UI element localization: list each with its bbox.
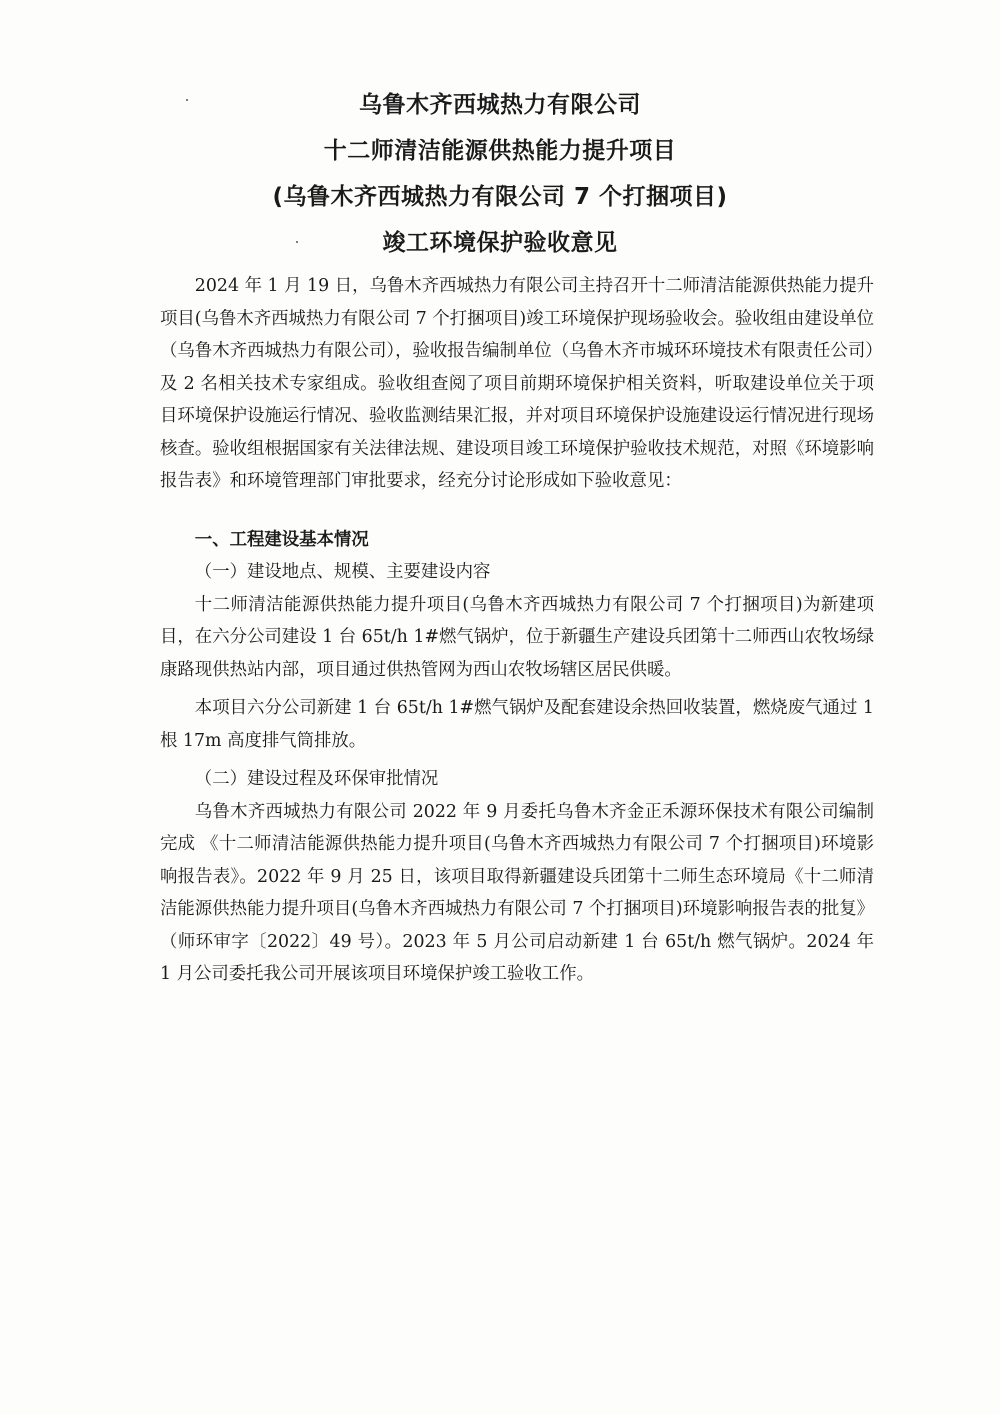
document-body <box>160 270 874 991</box>
document-title-block <box>0 82 1000 266</box>
title-acceptance: 竣工环境保护验收意见 <box>382 230 618 256</box>
intro-paragraph: 2024 年 1 月 19 日，乌鲁木齐西城热力有限公司主持召开十二师清洁能源供热能力提升项目(乌鲁木齐西城热力有限公司 7 个打捆项目)竣工环境保护现场验收会。验收组由建设单位（乌鲁木齐西城热力有限公司），验收报告编制单位（乌鲁木齐市城环环境技术有限责任公司）及 2 名相关技术专家组成。验收组查阅了项目前期环境保护相关资料，听取建设单位关于项目环境保护设施运行情况、验收监测结果汇报，并对项目环境保护设施建设运行情况进行现场核查。验收组根据国家有关法律法规、建设项目竣工环境保护验收技术规范，对照《环境影响报告表》和环境管理部门审批要求，经充分讨论形成如下验收意见： <box>160 276 874 491</box>
title-bundle: (乌鲁木齐西城热力有限公司 7 个打捆项目) <box>272 184 728 210</box>
title-project: 十二师清洁能源供热能力提升项目 <box>323 138 677 164</box>
paragraph-boiler-construction: 本项目六分公司新建 1 台 65t/h 1#燃气锅炉及配套建设余热回收装置，燃烧废气通过 1 根 17m 高度排气筒排放。 <box>160 698 874 751</box>
title-company: 乌鲁木齐西城热力有限公司 <box>359 92 641 118</box>
section-heading-basic-info: 一、工程建设基本情况 <box>194 529 369 550</box>
paragraph-project-overview: 十二师清洁能源供热能力提升项目(乌鲁木齐西城热力有限公司 7 个打捆项目)为新建项目，在六分公司建设 1 台 65t/h 1#燃气锅炉，位于新疆生产建设兵团第十二师西山农牧场绿康路现供热站内部，项目通过供热管网为西山农牧场辖区居民供暖。 <box>160 594 874 680</box>
paragraph-approval-process: 乌鲁木齐西城热力有限公司 2022 年 9 月委托乌鲁木齐金正禾源环保技术有限公司编制完成 《十二师清洁能源供热能力提升项目(乌鲁木齐西城热力有限公司 7 个打捆项目)环境影响报告表》。2022 年 9 月 25 日，该项目取得新疆建设兵团第十二师生态环境局《十二师清洁能源供热能力提升项目(乌鲁木齐西城热力有限公司 7 个打捆项目)环境影响报告表的批复》（师环审字〔2022〕49 号）。2023 年 5 月公司启动新建 1 台 65t/h 燃气锅炉。2024 年 1 月公司委托我公司开展该项目环境保护竣工验收工作。 <box>160 801 874 984</box>
subsection-heading-location: （一）建设地点、规模、主要建设内容 <box>194 562 491 582</box>
subsection-heading-approval: （二）建设过程及环保审批情况 <box>194 769 439 789</box>
